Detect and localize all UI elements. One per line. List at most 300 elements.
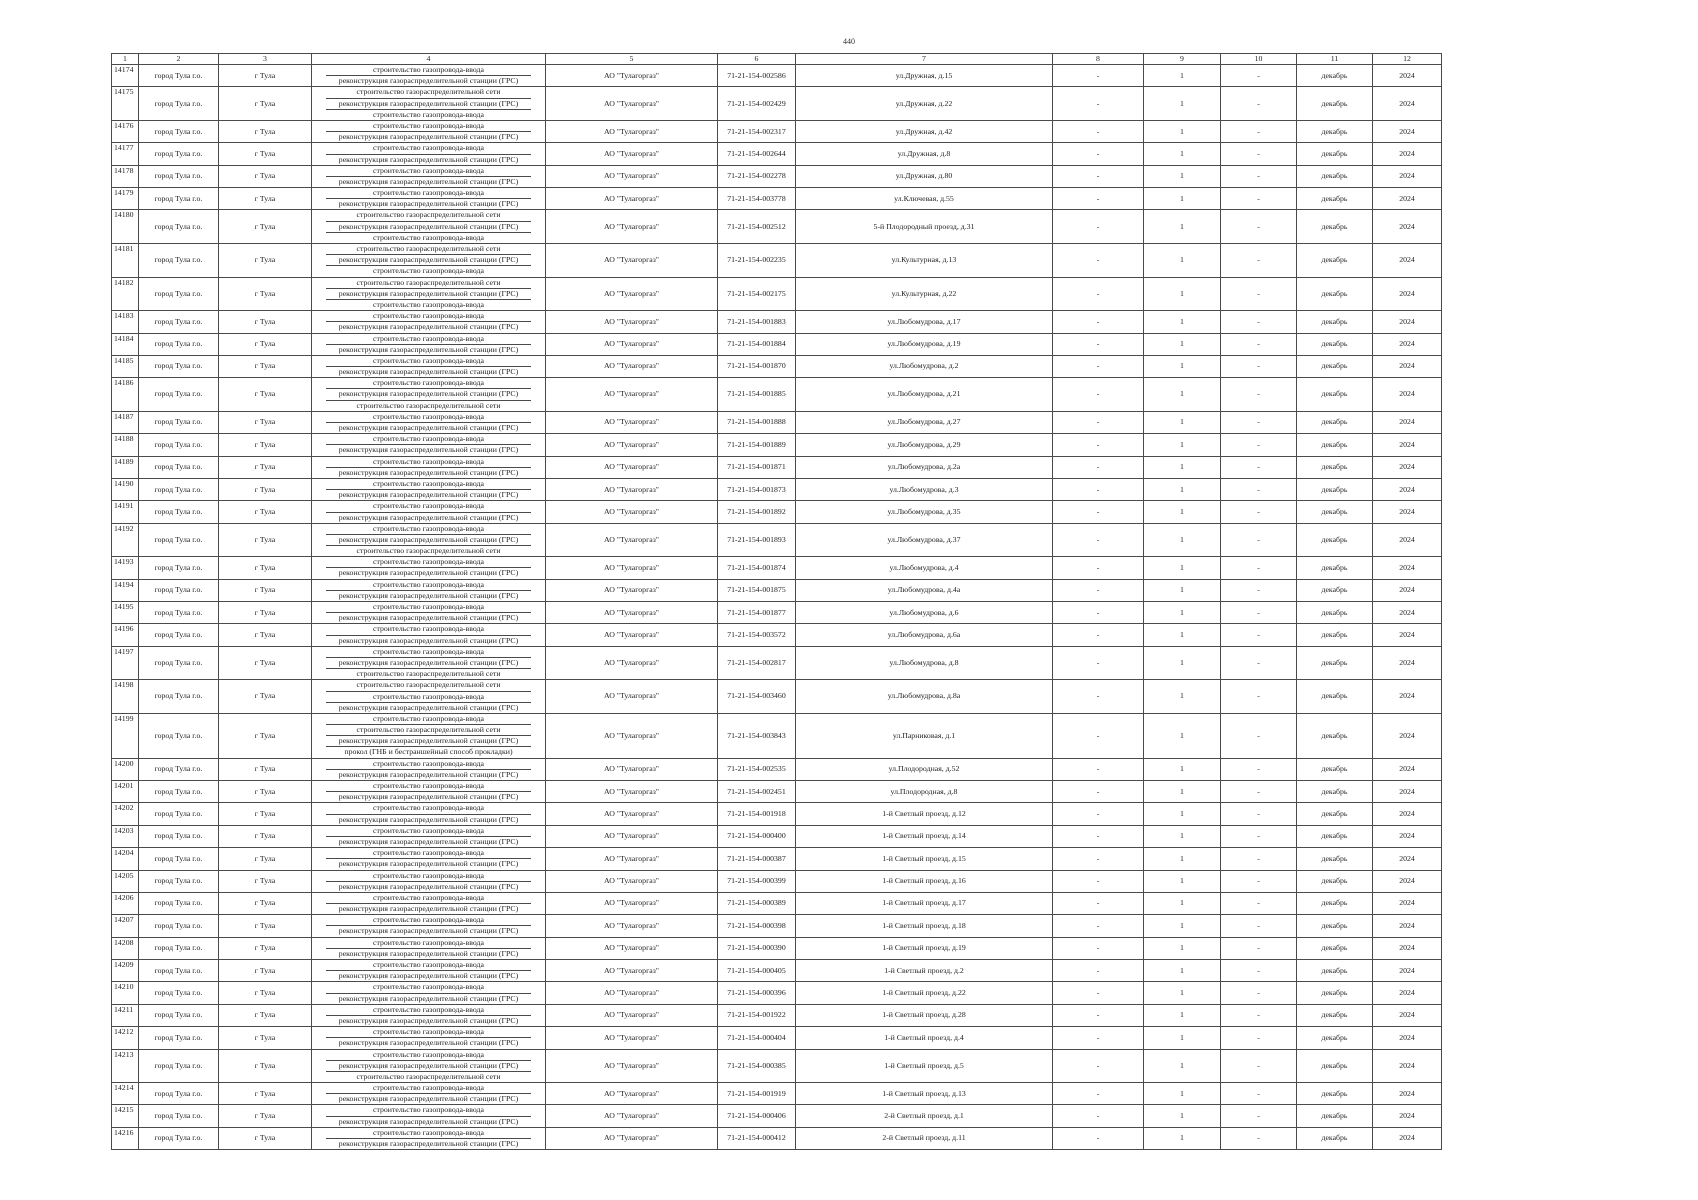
description-line: реконструкция газораспределительной станции (ГРС) <box>326 1061 531 1072</box>
address: ул.Любомудрова, д.8 <box>796 646 1053 680</box>
address: ул.Культурная, д.22 <box>796 277 1053 311</box>
description-line: строительство газопровода-ввода <box>373 232 484 242</box>
organization: АО "Тулагоргаз" <box>546 244 718 278</box>
row-number: 14184 <box>112 333 139 355</box>
completion-year: 2024 <box>1373 1083 1442 1105</box>
cadastral-number: 71-21-154-000385 <box>718 1049 796 1083</box>
column-10-value: - <box>1221 624 1297 646</box>
quantity: 1 <box>1144 478 1221 500</box>
completion-year: 2024 <box>1373 825 1442 847</box>
work-description <box>312 478 546 500</box>
address: ул.Любомудрова, д.29 <box>796 434 1053 456</box>
completion-month: декабрь <box>1297 501 1373 523</box>
address: ул.Дружная, д.80 <box>796 165 1053 187</box>
description-line: реконструкция газораспределительной станции (ГРС) <box>338 881 519 891</box>
organization: АО "Тулагоргаз" <box>546 501 718 523</box>
row-number: 14178 <box>112 165 139 187</box>
description-line: реконструкция газораспределительной станции (ГРС) <box>338 199 519 209</box>
completion-year: 2024 <box>1373 120 1442 142</box>
description-line: строительство газопровода-ввода <box>326 557 531 568</box>
address: 1-й Светлый проезд, д.19 <box>796 937 1053 959</box>
municipality: город Тула г.о. <box>139 579 219 601</box>
address: ул.Ключевая, д.55 <box>796 188 1053 210</box>
completion-month: декабрь <box>1297 143 1373 165</box>
quantity: 1 <box>1144 210 1221 244</box>
quantity: 1 <box>1144 277 1221 311</box>
description-line: реконструкция газораспределительной станции (ГРС) <box>338 76 519 86</box>
column-header: 9 <box>1144 54 1221 65</box>
row-number: 14191 <box>112 501 139 523</box>
address: ул.Любомудрова, д.21 <box>796 378 1053 412</box>
table-body <box>112 65 1442 1150</box>
quantity: 1 <box>1144 937 1221 959</box>
column-10-value: - <box>1221 892 1297 914</box>
cadastral-number: 71-21-154-002175 <box>718 277 796 311</box>
municipality: город Тула г.о. <box>139 355 219 377</box>
column-10-value: - <box>1221 523 1297 557</box>
description-line: реконструкция газораспределительной станции (ГРС) <box>326 736 531 747</box>
quantity: 1 <box>1144 333 1221 355</box>
description-line: реконструкция газораспределительной станции (ГРС) <box>338 568 519 578</box>
column-8-value: - <box>1053 188 1144 210</box>
city: г Тула <box>219 579 312 601</box>
completion-month: декабрь <box>1297 378 1373 412</box>
quantity: 1 <box>1144 65 1221 87</box>
description-line: строительство газораспределительной сети <box>326 725 531 736</box>
column-10-value: - <box>1221 244 1297 278</box>
quantity: 1 <box>1144 434 1221 456</box>
organization: АО "Тулагоргаз" <box>546 355 718 377</box>
work-description <box>312 713 546 758</box>
column-10-value: - <box>1221 1105 1297 1127</box>
work-description <box>312 1049 546 1083</box>
quantity: 1 <box>1144 982 1221 1004</box>
city: г Тула <box>219 120 312 142</box>
quantity: 1 <box>1144 803 1221 825</box>
completion-month: декабрь <box>1297 937 1373 959</box>
completion-year: 2024 <box>1373 333 1442 355</box>
description-line: строительство газопровода-ввода <box>326 1083 531 1094</box>
column-10-value: - <box>1221 434 1297 456</box>
cadastral-number: 71-21-154-003778 <box>718 188 796 210</box>
address: ул.Любомудрова, д.4а <box>796 579 1053 601</box>
table-row <box>112 277 1442 311</box>
column-10-value: - <box>1221 501 1297 523</box>
description-line: реконструкция газораспределительной станции (ГРС) <box>326 658 531 669</box>
city: г Тула <box>219 244 312 278</box>
municipality: город Тула г.о. <box>139 165 219 187</box>
description-line: реконструкция газораспределительной станции (ГРС) <box>338 344 519 354</box>
description-line: реконструкция газораспределительной станции (ГРС) <box>338 132 519 142</box>
completion-month: декабрь <box>1297 982 1373 1004</box>
municipality: город Тула г.о. <box>139 781 219 803</box>
table-row <box>112 210 1442 244</box>
completion-year: 2024 <box>1373 960 1442 982</box>
column-10-value: - <box>1221 960 1297 982</box>
description-line: реконструкция газораспределительной станции (ГРС) <box>326 255 531 266</box>
description-line: строительство газопровода-ввода <box>326 893 531 904</box>
organization: АО "Тулагоргаз" <box>546 870 718 892</box>
work-description <box>312 557 546 579</box>
work-description <box>312 1027 546 1049</box>
organization: АО "Тулагоргаз" <box>546 602 718 624</box>
address: 1-й Светлый проезд, д.17 <box>796 892 1053 914</box>
cadastral-number: 71-21-154-002535 <box>718 758 796 780</box>
description-line: реконструкция газораспределительной станции (ГРС) <box>338 1116 519 1126</box>
description-line: строительство газопровода-ввода <box>326 647 531 658</box>
description-line: прокол (ГНБ и бестраншейный способ прокладки) <box>344 747 513 757</box>
work-description <box>312 456 546 478</box>
city: г Тула <box>219 758 312 780</box>
city: г Тула <box>219 456 312 478</box>
completion-month: декабрь <box>1297 848 1373 870</box>
description-line: строительство газопровода-ввода <box>326 1105 531 1116</box>
completion-month: декабрь <box>1297 456 1373 478</box>
cadastral-number: 71-21-154-001871 <box>718 456 796 478</box>
description-line: строительство газопровода-ввода <box>326 602 531 613</box>
row-number: 14185 <box>112 355 139 377</box>
column-8-value: - <box>1053 1105 1144 1127</box>
quantity: 1 <box>1144 1027 1221 1049</box>
column-10-value: - <box>1221 825 1297 847</box>
city: г Тула <box>219 982 312 1004</box>
quantity: 1 <box>1144 355 1221 377</box>
city: г Тула <box>219 1004 312 1026</box>
work-description <box>312 277 546 311</box>
quantity: 1 <box>1144 758 1221 780</box>
row-number: 14214 <box>112 1083 139 1105</box>
description-line: реконструкция газораспределительной станции (ГРС) <box>338 769 519 779</box>
row-number: 14212 <box>112 1027 139 1049</box>
cadastral-number: 71-21-154-002817 <box>718 646 796 680</box>
completion-year: 2024 <box>1373 1004 1442 1026</box>
address: ул.Плодородная, д.8 <box>796 781 1053 803</box>
table-row <box>112 937 1442 959</box>
completion-month: декабрь <box>1297 355 1373 377</box>
table-row <box>112 355 1442 377</box>
municipality: город Тула г.о. <box>139 713 219 758</box>
completion-year: 2024 <box>1373 915 1442 937</box>
municipality: город Тула г.о. <box>139 848 219 870</box>
description-line: строительство газораспределительной сети <box>356 400 501 410</box>
column-8-value: - <box>1053 915 1144 937</box>
description-line: реконструкция газораспределительной станции (ГРС) <box>326 99 531 110</box>
address: 1-й Светлый проезд, д.16 <box>796 870 1053 892</box>
row-number: 14189 <box>112 456 139 478</box>
description-line: реконструкция газораспределительной станции (ГРС) <box>338 367 519 377</box>
cadastral-number: 71-21-154-002586 <box>718 65 796 87</box>
completion-month: декабрь <box>1297 1127 1373 1149</box>
address: ул.Любомудрова, д.19 <box>796 333 1053 355</box>
table-row <box>112 1004 1442 1026</box>
row-number: 14206 <box>112 892 139 914</box>
address: 1-й Светлый проезд, д.14 <box>796 825 1053 847</box>
column-8-value: - <box>1053 892 1144 914</box>
quantity: 1 <box>1144 87 1221 121</box>
address: 1-й Светлый проезд, д.22 <box>796 982 1053 1004</box>
municipality: город Тула г.о. <box>139 143 219 165</box>
city: г Тула <box>219 311 312 333</box>
row-number: 14188 <box>112 434 139 456</box>
row-number: 14199 <box>112 713 139 758</box>
city: г Тула <box>219 411 312 433</box>
column-8-value: - <box>1053 1083 1144 1105</box>
work-description <box>312 602 546 624</box>
address: ул.Дружная, д.8 <box>796 143 1053 165</box>
table-row <box>112 188 1442 210</box>
table-row <box>112 557 1442 579</box>
column-header: 3 <box>219 54 312 65</box>
city: г Тула <box>219 478 312 500</box>
municipality: город Тула г.о. <box>139 982 219 1004</box>
column-10-value: - <box>1221 781 1297 803</box>
quantity: 1 <box>1144 915 1221 937</box>
completion-month: декабрь <box>1297 602 1373 624</box>
description-line: строительство газопровода-ввода <box>326 65 531 76</box>
row-number: 14175 <box>112 87 139 121</box>
city: г Тула <box>219 333 312 355</box>
city: г Тула <box>219 713 312 758</box>
table-row <box>112 825 1442 847</box>
table-header <box>112 54 1442 65</box>
description-line: строительство газопровода-ввода <box>326 624 531 635</box>
city: г Тула <box>219 277 312 311</box>
description-line: реконструкция газораспределительной станции (ГРС) <box>326 222 531 233</box>
description-line: строительство газопровода-ввода <box>326 1027 531 1038</box>
cadastral-number: 71-21-154-001877 <box>718 602 796 624</box>
table-row <box>112 333 1442 355</box>
description-line: строительство газораспределительной сети <box>326 244 531 255</box>
city: г Тула <box>219 870 312 892</box>
column-header: 10 <box>1221 54 1297 65</box>
municipality: город Тула г.о. <box>139 803 219 825</box>
address: ул.Любомудрова, д.2а <box>796 456 1053 478</box>
organization: АО "Тулагоргаз" <box>546 411 718 433</box>
column-number-row <box>112 54 1442 65</box>
row-number: 14215 <box>112 1105 139 1127</box>
work-description <box>312 982 546 1004</box>
description-line: реконструкция газораспределительной станции (ГРС) <box>338 154 519 164</box>
column-8-value: - <box>1053 602 1144 624</box>
row-number: 14193 <box>112 557 139 579</box>
row-number: 14187 <box>112 411 139 433</box>
cadastral-number: 71-21-154-001875 <box>718 579 796 601</box>
quantity: 1 <box>1144 165 1221 187</box>
municipality: город Тула г.о. <box>139 892 219 914</box>
table-row <box>112 646 1442 680</box>
address: 2-й Светлый проезд, д.11 <box>796 1127 1053 1149</box>
description-line: строительство газопровода-ввода <box>326 714 531 725</box>
work-description <box>312 188 546 210</box>
row-number: 14186 <box>112 378 139 412</box>
address: ул.Дружная, д.15 <box>796 65 1053 87</box>
completion-year: 2024 <box>1373 1127 1442 1149</box>
description-line: строительство газораспределительной сети <box>356 1071 501 1081</box>
column-8-value: - <box>1053 937 1144 959</box>
column-10-value: - <box>1221 1049 1297 1083</box>
column-10-value: - <box>1221 1127 1297 1149</box>
cadastral-number: 71-21-154-000389 <box>718 892 796 914</box>
organization: АО "Тулагоргаз" <box>546 311 718 333</box>
address: 1-й Светлый проезд, д.2 <box>796 960 1053 982</box>
organization: АО "Тулагоргаз" <box>546 1127 718 1149</box>
column-8-value: - <box>1053 1049 1144 1083</box>
city: г Тула <box>219 624 312 646</box>
work-description <box>312 1083 546 1105</box>
organization: АО "Тулагоргаз" <box>546 143 718 165</box>
column-8-value: - <box>1053 333 1144 355</box>
column-10-value: - <box>1221 758 1297 780</box>
completion-month: декабрь <box>1297 478 1373 500</box>
city: г Тула <box>219 915 312 937</box>
organization: АО "Тулагоргаз" <box>546 579 718 601</box>
table-row <box>112 960 1442 982</box>
description-line: строительство газопровода-ввода <box>326 434 531 445</box>
completion-year: 2024 <box>1373 937 1442 959</box>
municipality: город Тула г.о. <box>139 680 219 714</box>
column-10-value: - <box>1221 680 1297 714</box>
organization: АО "Тулагоргаз" <box>546 557 718 579</box>
row-number: 14198 <box>112 680 139 714</box>
description-line: строительство газопровода-ввода <box>326 166 531 177</box>
row-number: 14174 <box>112 65 139 87</box>
quantity: 1 <box>1144 378 1221 412</box>
organization: АО "Тулагоргаз" <box>546 713 718 758</box>
organization: АО "Тулагоргаз" <box>546 210 718 244</box>
column-10-value: - <box>1221 378 1297 412</box>
column-8-value: - <box>1053 120 1144 142</box>
row-number: 14196 <box>112 624 139 646</box>
column-8-value: - <box>1053 870 1144 892</box>
municipality: город Тула г.о. <box>139 557 219 579</box>
column-8-value: - <box>1053 478 1144 500</box>
completion-month: декабрь <box>1297 1027 1373 1049</box>
description-line: реконструкция газораспределительной станции (ГРС) <box>338 971 519 981</box>
organization: АО "Тулагоргаз" <box>546 1004 718 1026</box>
completion-month: декабрь <box>1297 277 1373 311</box>
address: ул.Дружная, д.22 <box>796 87 1053 121</box>
table-row <box>112 758 1442 780</box>
completion-month: декабрь <box>1297 210 1373 244</box>
cadastral-number: 71-21-154-002644 <box>718 143 796 165</box>
column-8-value: - <box>1053 311 1144 333</box>
address: 2-й Светлый проезд, д.1 <box>796 1105 1053 1127</box>
municipality: город Тула г.о. <box>139 411 219 433</box>
table-row <box>112 165 1442 187</box>
row-number: 14200 <box>112 758 139 780</box>
city: г Тула <box>219 848 312 870</box>
cadastral-number: 71-21-154-002317 <box>718 120 796 142</box>
column-10-value: - <box>1221 803 1297 825</box>
description-line: строительство газопровода-ввода <box>326 938 531 949</box>
completion-year: 2024 <box>1373 244 1442 278</box>
address: 1-й Светлый проезд, д.13 <box>796 1083 1053 1105</box>
column-8-value: - <box>1053 848 1144 870</box>
address: 1-й Светлый проезд, д.4 <box>796 1027 1053 1049</box>
column-10-value: - <box>1221 311 1297 333</box>
description-line: реконструкция газораспределительной станции (ГРС) <box>338 467 519 477</box>
table-row <box>112 411 1442 433</box>
row-number: 14197 <box>112 646 139 680</box>
city: г Тула <box>219 188 312 210</box>
column-8-value: - <box>1053 411 1144 433</box>
description-line: реконструкция газораспределительной станции (ГРС) <box>338 613 519 623</box>
table-row <box>112 602 1442 624</box>
completion-month: декабрь <box>1297 781 1373 803</box>
quantity: 1 <box>1144 456 1221 478</box>
cadastral-number: 71-21-154-000399 <box>718 870 796 892</box>
column-8-value: - <box>1053 1127 1144 1149</box>
description-line: реконструкция газораспределительной станции (ГРС) <box>338 702 519 712</box>
cadastral-number: 71-21-154-000387 <box>718 848 796 870</box>
completion-year: 2024 <box>1373 579 1442 601</box>
table-row <box>112 501 1442 523</box>
municipality: город Тула г.о. <box>139 523 219 557</box>
description-line: строительство газопровода-ввода <box>326 915 531 926</box>
description-line: строительство газопровода-ввода <box>326 356 531 367</box>
column-8-value: - <box>1053 713 1144 758</box>
cadastral-number: 71-21-154-000412 <box>718 1127 796 1149</box>
column-10-value: - <box>1221 1083 1297 1105</box>
description-line: реконструкция газораспределительной станции (ГРС) <box>338 904 519 914</box>
quantity: 1 <box>1144 579 1221 601</box>
description-line: реконструкция газораспределительной станции (ГРС) <box>338 1015 519 1025</box>
work-description <box>312 758 546 780</box>
column-header: 1 <box>112 54 139 65</box>
description-line: реконструкция газораспределительной станции (ГРС) <box>326 289 531 300</box>
column-8-value: - <box>1053 825 1144 847</box>
quantity: 1 <box>1144 646 1221 680</box>
city: г Тула <box>219 960 312 982</box>
table-row <box>112 803 1442 825</box>
description-line: строительство газопровода-ввода <box>326 188 531 199</box>
quantity: 1 <box>1144 848 1221 870</box>
city: г Тула <box>219 1049 312 1083</box>
description-line: реконструкция газораспределительной станции (ГРС) <box>338 792 519 802</box>
work-description <box>312 244 546 278</box>
city: г Тула <box>219 602 312 624</box>
work-description <box>312 680 546 714</box>
column-10-value: - <box>1221 713 1297 758</box>
quantity: 1 <box>1144 557 1221 579</box>
address: ул.Любомудрова, д.3 <box>796 478 1053 500</box>
column-10-value: - <box>1221 478 1297 500</box>
completion-month: декабрь <box>1297 311 1373 333</box>
description-line: реконструкция газораспределительной станции (ГРС) <box>338 445 519 455</box>
table-row <box>112 1049 1442 1083</box>
table-row <box>112 456 1442 478</box>
quantity: 1 <box>1144 825 1221 847</box>
city: г Тула <box>219 1127 312 1149</box>
column-8-value: - <box>1053 579 1144 601</box>
work-description <box>312 892 546 914</box>
description-line: строительство газопровода-ввода <box>326 334 531 345</box>
table-row <box>112 915 1442 937</box>
description-line: реконструкция газораспределительной станции (ГРС) <box>338 423 519 432</box>
quantity: 1 <box>1144 713 1221 758</box>
column-8-value: - <box>1053 557 1144 579</box>
organization: АО "Тулагоргаз" <box>546 434 718 456</box>
organization: АО "Тулагоргаз" <box>546 277 718 311</box>
quantity: 1 <box>1144 892 1221 914</box>
organization: АО "Тулагоргаз" <box>546 378 718 412</box>
municipality: город Тула г.о. <box>139 434 219 456</box>
cadastral-number: 71-21-154-001922 <box>718 1004 796 1026</box>
table-row <box>112 680 1442 714</box>
column-10-value: - <box>1221 1027 1297 1049</box>
address: 5-й Плодородный проезд, д.31 <box>796 210 1053 244</box>
quantity: 1 <box>1144 143 1221 165</box>
